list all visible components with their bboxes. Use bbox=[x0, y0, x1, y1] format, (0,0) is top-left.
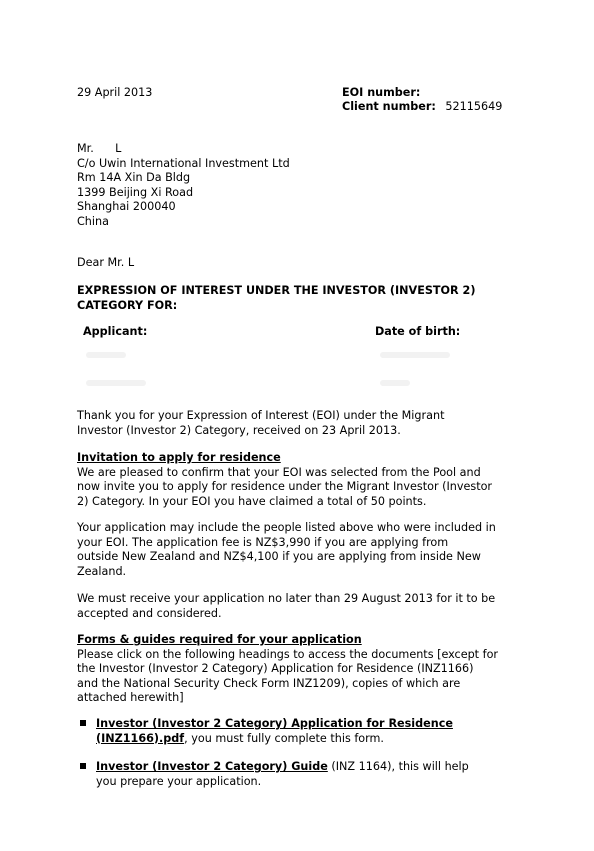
address-line: C/o Uwin International Investment Ltd bbox=[77, 156, 290, 170]
text-line: and the National Security Check Form INZ1209), copies of which are bbox=[77, 676, 461, 690]
address-line: China bbox=[77, 214, 109, 228]
text-line: Your application may include the people listed above who were included in bbox=[77, 521, 496, 534]
eoi-number-label: EOI number: bbox=[342, 86, 421, 99]
text-line: attached herewith] bbox=[77, 691, 184, 705]
text-line: the Investor (Investor 2 Category) Application for Residence (INZ1166) bbox=[77, 662, 474, 676]
fee-paragraph bbox=[77, 521, 527, 579]
address-line: Mr. L bbox=[77, 142, 122, 155]
bullet-icon bbox=[80, 720, 86, 726]
investor-guide-link[interactable]: Investor (Investor 2 Category) Guide bbox=[96, 760, 328, 773]
deadline-paragraph bbox=[77, 592, 527, 621]
intro-paragraph bbox=[77, 409, 527, 438]
forms-section bbox=[77, 633, 527, 706]
bullet-text: you prepare your application. bbox=[96, 774, 262, 788]
salutation: Dear Mr. L bbox=[77, 256, 135, 269]
dob-label: Date of birth: bbox=[375, 325, 461, 338]
forms-heading: Forms & guides required for your application bbox=[77, 633, 362, 646]
client-number-line bbox=[342, 100, 502, 115]
text-line: Thank you for your Expression of Interest (EOI) under the Migrant bbox=[77, 409, 445, 422]
text-line: We are pleased to confirm that your EOI was selected from the Pool and bbox=[77, 465, 481, 479]
text-line: now invite you to apply for residence under the Migrant Investor (Investor bbox=[77, 480, 493, 494]
address-line: 1399 Beijing Xi Road bbox=[77, 185, 194, 199]
application-form-link[interactable]: Investor (Investor 2 Category) Application for Residence bbox=[96, 717, 453, 730]
subject-line: CATEGORY FOR: bbox=[77, 298, 178, 312]
text-line: Zealand. bbox=[77, 564, 127, 578]
redacted-dob bbox=[380, 352, 450, 358]
redacted-dob bbox=[380, 380, 410, 386]
subject-heading bbox=[77, 284, 527, 313]
address-line: Shanghai 200040 bbox=[77, 200, 176, 214]
address-line: Rm 14A Xin Da Bldg bbox=[77, 171, 191, 185]
client-number-label: Client number: bbox=[342, 100, 436, 113]
bullet-text: (INZ 1164), this will help bbox=[327, 760, 469, 773]
bullet-item-application-form bbox=[96, 717, 536, 746]
text-line: accepted and considered. bbox=[77, 606, 222, 620]
invitation-heading: Invitation to apply for residence bbox=[77, 451, 281, 464]
address-block bbox=[77, 142, 527, 230]
text-line: Please click on the following headings to access the documents [except for bbox=[77, 647, 499, 661]
redacted-applicant-name bbox=[86, 380, 146, 386]
text-line: your EOI. The application fee is NZ$3,990 if you are applying from bbox=[77, 535, 449, 549]
bullet-text: , you must fully complete this form. bbox=[184, 731, 384, 745]
letter-date: 29 April 2013 bbox=[77, 86, 153, 99]
subject-line: EXPRESSION OF INTEREST UNDER THE INVESTOR (INVESTOR 2) bbox=[77, 284, 476, 297]
text-line: We must receive your application no later than 29 August 2013 for it to be bbox=[77, 592, 496, 605]
text-line: 2) Category. In your EOI you have claimed a total of 50 points. bbox=[77, 494, 427, 508]
redacted-applicant-name bbox=[86, 352, 126, 358]
application-form-link-cont[interactable]: (INZ1166).pdf bbox=[96, 731, 185, 745]
bullet-item-guide bbox=[96, 760, 536, 789]
text-line: outside New Zealand and NZ$4,100 if you are applying from inside New bbox=[77, 550, 481, 564]
applicant-label: Applicant: bbox=[83, 325, 148, 338]
bullet-icon bbox=[80, 763, 86, 769]
client-number-value: 52115649 bbox=[445, 100, 503, 113]
text-line: Investor (Investor 2) Category, received on 23 April 2013. bbox=[77, 423, 401, 437]
invitation-section bbox=[77, 451, 527, 509]
